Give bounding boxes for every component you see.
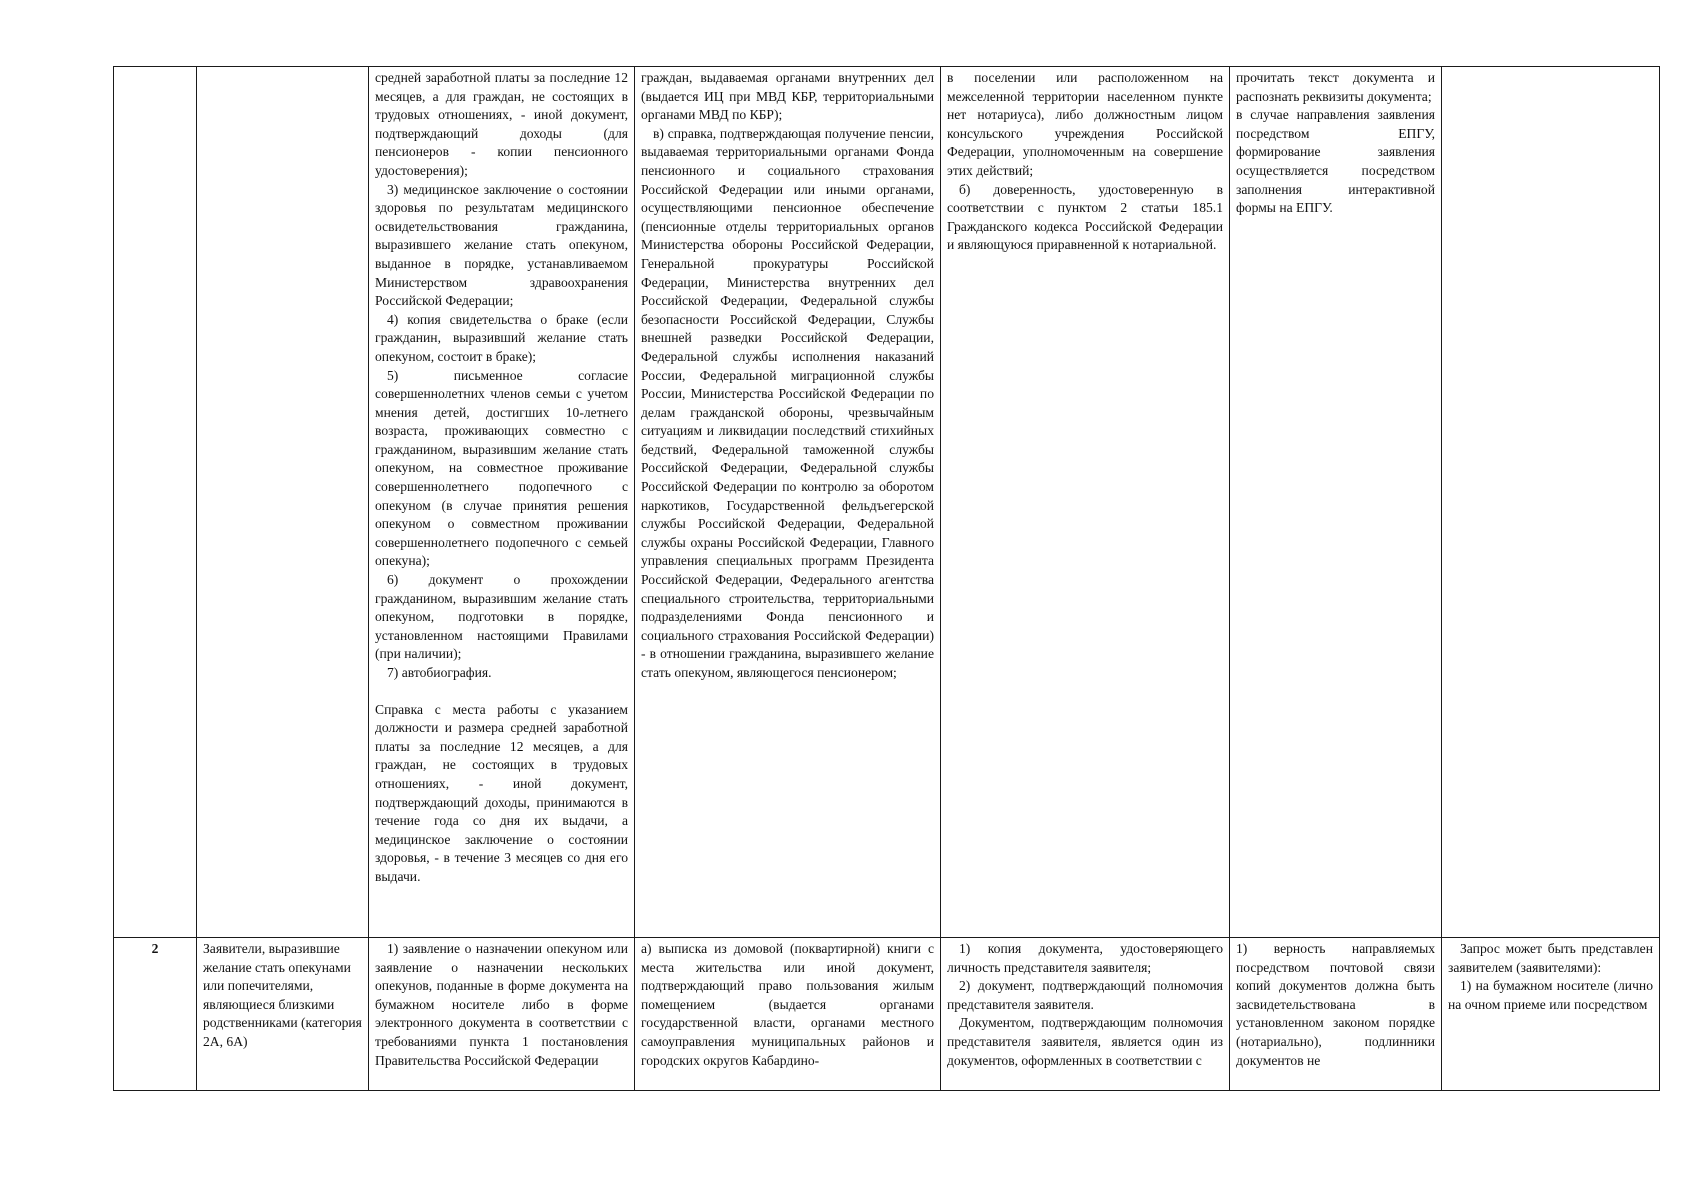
required-documents-cell xyxy=(369,938,635,1091)
paragraph: прочитать текст документа и распознать реквизиты документа; xyxy=(1236,70,1435,104)
table-row xyxy=(114,67,1660,938)
interagency-documents-cell xyxy=(635,938,941,1091)
row-number-cell xyxy=(114,67,197,938)
paragraph: 7) автобиография. xyxy=(387,665,492,680)
paragraph: граждан, выдаваемая органами внутренних дел (выдается ИЦ при МВД КБР, территориальными органами МВД по КБР); xyxy=(641,70,934,123)
paragraph: 5) письменное согласие совершеннолетних членов семьи с учетом мнения детей, достигших 10-летнего возраста, проживающих совместно с гражданином, выразившим желание стать опекуном, на совместное проживание совершеннолетнего подопечного с опекуном (в случае принятия решения опекуном о совместном проживании совершеннолетнего подопечного с семьей опекуна); xyxy=(375,367,628,569)
paragraph: 2) документ, подтверждающий полномочия представителя заявителя. xyxy=(947,978,1223,1012)
applicant-category-cell: Заявители, выразившие желание стать опекунами или попечителями, являющиеся близкими родственниками (категория 2А, 6А) xyxy=(197,938,369,1091)
document-requirements-cell xyxy=(1230,938,1442,1091)
paragraph: 6) документ о прохождении гражданином, выразившим желание стать опекуном, подготовки в порядке, установленном настоящими Правилами (при наличии); xyxy=(375,572,628,662)
submission-method-cell xyxy=(1442,938,1660,1091)
table-row xyxy=(114,938,1660,1091)
spacer xyxy=(375,683,628,701)
row-number-cell: 2 xyxy=(114,938,197,1091)
paragraph: 1) верность направляемых посредством почтовой связи копий документов должна быть засвидетельствована в установленном законом порядке (нотариально), подлинники документов не xyxy=(1236,941,1435,1068)
paragraph: средней заработной платы за последние 12 месяцев, а для граждан, не состоящих в трудовых отношениях, - иной документ, подтверждающий доходы (для пенсионеров - копии пенсионного удостоверения); xyxy=(375,70,628,178)
applicant-category-cell xyxy=(197,67,369,938)
required-documents-cell xyxy=(369,67,635,938)
paragraph: Справка с места работы с указанием должности и размера средней заработной платы за последние 12 месяцев, а для граждан, не состоящих в трудовых отношениях, - иной документ, подтверждающий доходы, принимаются в течение года со дня их выдачи, а медицинское заключение о состоянии здоровья, - в течение 3 месяцев со дня его выдачи. xyxy=(375,701,628,884)
document-requirements-cell xyxy=(1230,67,1442,938)
interagency-documents-cell xyxy=(635,67,941,938)
document-table xyxy=(113,66,1660,1091)
paragraph: 3) медицинское заключение о состоянии здоровья по результатам медицинского освидетельствования гражданина, выразившего желание стать опекуном, выданное в порядке, устанавливаемом Министерством здравоохранения Российской Федерации; xyxy=(375,181,628,309)
paragraph: б) доверенность, удостоверенную в соответствии с пунктом 2 статьи 185.1 Гражданского кодекса Российской Федерации и являющуюся приравненной к нотариальной. xyxy=(947,181,1223,253)
paragraph: 1) на бумажном носителе (лично на очном приеме или посредством xyxy=(1448,978,1653,1012)
representative-documents-cell xyxy=(941,938,1230,1091)
paragraph: в случае направления заявления посредством ЕПГУ, формирование заявления осуществляется посредством заполнения интерактивной формы на ЕПГУ. xyxy=(1236,107,1435,216)
paragraph: Документом, подтверждающим полномочия представителя заявителя, является один из документов, оформленных в соответствии с xyxy=(947,1015,1223,1068)
submission-method-cell xyxy=(1442,67,1660,938)
paragraph: 4) копия свидетельства о браке (если гражданин, выразивший желание стать опекуном, состоит в браке); xyxy=(375,311,628,364)
paragraph: а) выписка из домовой (поквартирной) книги с места жительства или иной документ, подтверждающий право пользования жилым помещением (выдается органами государственной власти, органами местного самоуправления муниципальных районов и городских округов Кабардино- xyxy=(641,941,934,1068)
paragraph: 1) копия документа, удостоверяющего личность представителя заявителя; xyxy=(947,941,1223,975)
paragraph: в) справка, подтверждающая получение пенсии, выдаваемая территориальными органами Фонда пенсионного и социального страхования Российской Федерации или иными органами, осуществляющими пенсионное обеспечение (пенсионные отделы территориальных органов Министерства обороны Российской Федерации, Генеральной прокуратуры Российской Федерации, Министерства внутренних дел Российской Федерации, Федеральной службы безопасности Российской Федерации, Службы внешней разведки Российской Федерации, Федеральной службы исполнения наказаний России, Федеральной миграционной службы России, Министерства Российской Федерации по делам гражданской обороны, чрезвычайным ситуациям и ликвидации последствий стихийных бедствий, Федеральной таможенной службы Российской Федерации, Федеральной службы Российской Федерации по контролю за оборотом наркотиков, Государственной фельдъегерской службы Российской Федерации, Федеральной службы охраны Российской Федерации, Главного управления специальных программ Президента Российской Федерации, Федерального агентства специального строительства, территориальными подразделениями Фонда пенсионного и социального страхования Российской Федерации) - в отношении гражданина, выразившего желание стать опекуном, являющегося пенсионером; xyxy=(641,125,934,680)
paragraph: Запрос может быть представлен заявителем (заявителями): xyxy=(1448,941,1653,975)
representative-documents-cell xyxy=(941,67,1230,938)
paragraph: в поселении или расположенном на межселенной территории населенном пункте нет нотариуса), либо должностным лицом консульского учреждения Российской Федерации, уполномоченным на совершение этих действий; xyxy=(947,70,1223,178)
paragraph: 1) заявление о назначении опекуном или заявление о назначении нескольких опекунов, поданные в форме документа на бумажном носителе либо в форме электронного документа в соответствии с требованиями пункта 1 постановления Правительства Российской Федерации xyxy=(375,941,628,1068)
